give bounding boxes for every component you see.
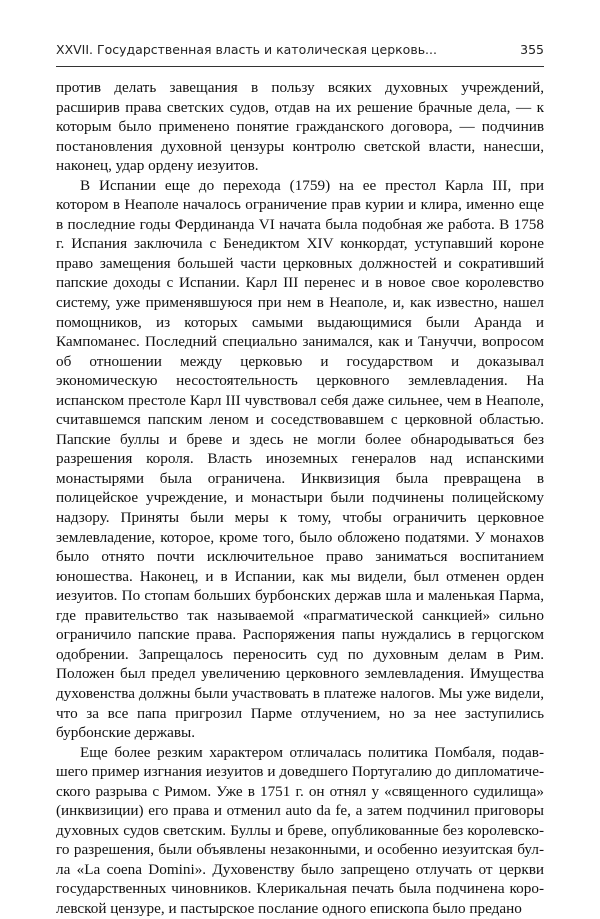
body-text [56, 78, 544, 919]
page-number: 355 [520, 42, 544, 57]
paragraph-continuation: против делать завещания в пользу всяких духовных учреждений, расширив права светских судов, отдав на их решение брачные дела, — к которым было применено понятие гражданского договора, — подчинив постановления духовной цензуры контролю светской власти, нанесши, наконец, удар ордену иезуитов. [56, 79, 544, 175]
running-title: XXVII. Государственная власть и католическая церковь... [56, 42, 437, 57]
paragraph-spain: В Испании еще до перехода (1759) на ее престол Карла III, при котором в Неаполе началось ограничение прав курии и клира, именно еще в последние годы Фердинанда VI начата была подобная же работа. В 1758 г. Испания заключила с Бенедиктом XIV конкордат, уступавший короне право замещения большей части церковных должностей и сокративший папские доходы с Испании. Карл III перенес и в новое свое королевство систему, уже применявшуюся при нем в Неаполе, и, как известно, нашел помощников, из которых самыми выдающимися были Аранда и Кампоманес. Последний специально занимался, как и Тануччи, вопросом об отношении между церковью и государством и доказывал экономическую несостоятельность церковного землевладения. На испанском престоле Карл III чувствовал себя даже сильнее, чем в Неаполе, считавшемся папским леном и соседствовавшем с церковной областью. Папские буллы и бреве и здесь не могли более обнародываться без разрешения короля. Власть иноземных генералов над испанскими монастырями была ограничена. Инквизиция была превращена в полицейское учреждение, и монастыри были подчинены полицейскому надзору. Приняты были меры к тому, чтобы ограничить церковное землевладение, которое, кроме того, было обложено податями. У монахов было отнято почти исключительное право заниматься воспитанием юношества. Наконец, и в Испании, как мы видели, был отменен орден иезуитов. По стопам больших бурбонских держав шла и маленькая Парма, где правительство так называемой «прагматической санкцией» сильно ограничило папские права. Распоряжения папы нуждались в герцогском одобрении. Запрещалось переносить суд по духовным делам в Рим. Положен был предел увеличению церковного землевладения. Имущества духовенства должны были участвовать в платеже налогов. Мы уже видели, что за все папа пригрозил Парме отлучением, но за нее заступились бурбонские державы. [56, 176, 544, 742]
paragraph-pombal: Еще более резким характером отличалась политика Помбаля, подавшего пример изгнания иезуитов и доведшего Португалию до дипломатического разрыва с Римом. Уже в 1751 г. он отнял у «священного судилища» (инквизиции) его права и отменил auto da fe, а затем подчинил приговоры духовных судов светским. Буллы и бреве, опубликованные без королевского разрешения, были объявлены незаконными, и особенно иезуитская булла «La coena Domini». Духовенству было запрещено отлучать от церкви государственных чиновников. Клерикальная печать была подчинена королевской цензуре, и пастырское послание одного епископа было предано [56, 743, 544, 917]
running-head [56, 38, 544, 62]
header-rule [56, 66, 544, 67]
